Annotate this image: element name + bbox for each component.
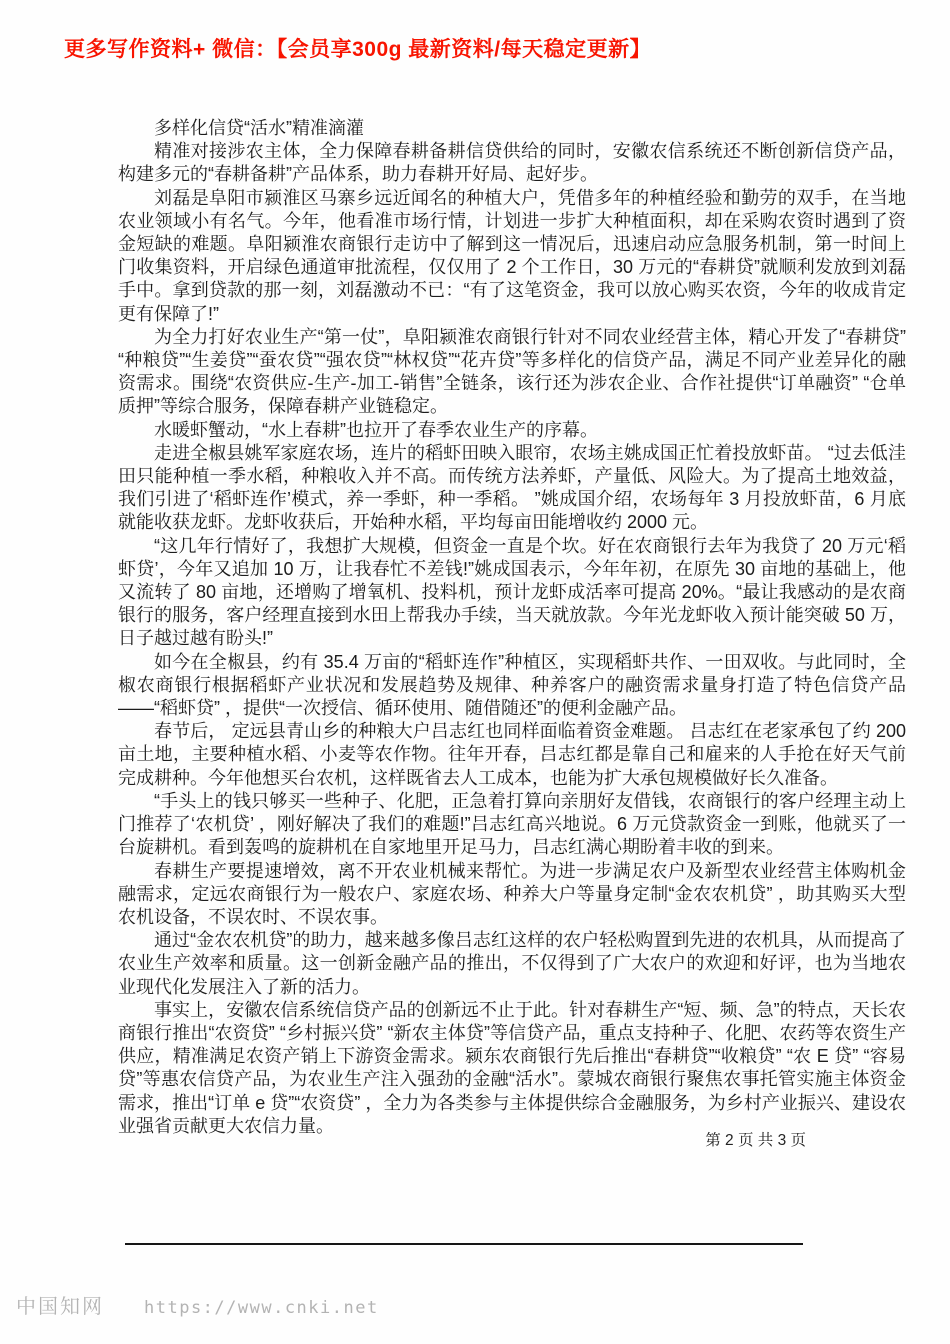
paragraph: 走进全椒县姚军家庭农场，连片的稻虾田映入眼帘，农场主姚成国正忙着投放虾苗。 “过去低洼田只能种植一季水稻，种粮收入并不高。而传统方法养虾，产量低、风险大。为了提高土地效益，我们引进了‘稻虾连作’模式，养一季虾，种一季稻。 ”姚成国介绍，农场每年 3 月投放虾苗，6 月底就能收获龙虾。龙虾收获后，开始种水稻，平均每亩田能增收约 2000 元。 xyxy=(118,442,906,533)
cnki-logo-text: 中国知网 xyxy=(16,1296,104,1318)
paragraph: 为全力打好农业生产“第一仗”，阜阳颍淮农商银行针对不同农业经营主体，精心开发了“春耕贷”“种粮贷”“生姜贷”“蚕农贷”“强农贷”“林权贷”“花卉贷”等多样化的信贷产品，满足不同产业差异化的融资需求。围绕“农资供应-生产-加工-销售”全链条，该行还为涉农企业、合作社提供“订单融资” “仓单质押”等综合服务，保障春耕产业链稳定。 xyxy=(118,326,906,417)
paragraph: “这几年行情好了，我想扩大规模，但资金一直是个坎。好在农商银行去年为我贷了 20 万元‘稻虾贷’，今年又追加 10 万，让我春忙不差钱!”姚成国表示，今年年初，在原先 30 亩地的基础上，他又流转了 80 亩地，还增购了增氧机、投料机，预计龙虾成活率可提高 20%。“最让我感动的是农商银行的服务，客户经理直接到水田上帮我办手续，当天就放款。今年光龙虾收入预计能突破 50 万，日子越过越有盼头!” xyxy=(118,535,906,649)
footer-divider xyxy=(125,1243,803,1245)
paragraph: 如今在全椒县，约有 35.4 万亩的“稻虾连作”种植区，实现稻虾共作、一田双收。与此同时，全椒农商银行根据稻虾产业状况和发展趋势及规律、种养客户的融资需求量身打造了特色信贷产品——“稻虾贷” ，提供“一次授信、循环使用、随借随还”的便利金融产品。 xyxy=(118,651,906,719)
paragraph: 水暖虾蟹动，“水上春耕”也拉开了春季农业生产的序幕。 xyxy=(154,419,598,440)
article-body xyxy=(118,117,906,1138)
cnki-url: https://www.cnki.net xyxy=(144,1298,379,1318)
page-indicator: 第 2 页 共 3 页 xyxy=(705,1132,806,1149)
paragraph: 事实上，安徽农信系统信贷产品的创新远不止于此。针对春耕生产“短、频、急”的特点，天长农商银行推出“农资贷” “乡村振兴贷” “新农主体贷”等信贷产品，重点支持种子、化肥、农药等农资生产供应，精准满足农资产销上下游资金需求。颍东农商银行先后推出“春耕贷”“收粮贷” “农 E 贷” “容易贷”等惠农信贷产品，为农业生产注入强劲的金融“活水”。蒙城农商银行聚焦农事托管实施主体资金需求，推出“订单 e 贷”“农资贷” ，全力为各类参与主体提供综合金融服务，为乡村产业振兴、建设农业强省贡献更大农信力量。 xyxy=(118,999,906,1136)
paragraph: 刘磊是阜阳市颍淮区马寨乡远近闻名的种植大户，凭借多年的种植经验和勤劳的双手，在当地农业领域小有名气。今年，他看准市场行情，计划进一步扩大种植面积，却在采购农资时遇到了资金短缺的难题。阜阳颍淮农商银行走访中了解到这一情况后，迅速启动应急服务机制，第一时间上门收集资料，开启绿色通道审批流程，仅仅用了 2 个工作日，30 万元的“春耕贷”就顺利发放到刘磊手中。拿到贷款的那一刻，刘磊激动不已：“有了这笔资金，我可以放心购买农资，今年的收成肯定更有保障了!” xyxy=(118,187,906,324)
paragraph: 精准对接涉农主体，全力保障春耕备耕信贷供给的同时，安徽农信系统还不断创新信贷产品，构建多元的“春耕备耕”产品体系，助力春耕开好局、起好步。 xyxy=(118,141,906,185)
promo-banner: 更多写作资料+ 微信：【会员享300g 最新资料/每天稳定更新】 xyxy=(64,38,652,61)
section-title: 多样化信贷“活水”精准滴灌 xyxy=(154,118,364,138)
paragraph: 春节后， 定远县青山乡的种粮大户吕志红也同样面临着资金难题。 吕志红在老家承包了约 200 亩土地，主要种植水稻、小麦等农作物。往年开春，吕志红都是靠自己和雇来的人手抢在好天气前完成耕种。今年他想买台农机，这样既省去人工成本，也能为扩大承包规模做好长久准备。 xyxy=(118,721,906,788)
paragraph: 通过“金农农机贷”的助力，越来越多像吕志红这样的农户轻松购置到先进的农机具，从而提高了农业生产效率和质量。这一创新金融产品的推出，不仅得到了广大农户的欢迎和好评，也为当地农业现代化发展注入了新的活力。 xyxy=(118,930,906,997)
paragraph: “手头上的钱只够买一些种子、化肥，正急着打算向亲朋好友借钱，农商银行的客户经理主动上门推荐了‘农机贷’ ，刚好解决了我们的难题!”吕志红高兴地说。6 万元贷款资金一到账，他就买了一台旋耕机。看到轰鸣的旋耕机在自家地里开足马力，吕志红满心期盼着丰收的到来。 xyxy=(118,790,906,858)
paragraph: 春耕生产要提速增效，离不开农业机械来帮忙。为进一步满足农户及新型农业经营主体购机金融需求，定远农商银行为一般农户、家庭农场、种养大户等量身定制“金农农机贷” ，助其购买大型农机设备，不误农时、不误农事。 xyxy=(118,860,906,927)
cnki-watermark xyxy=(16,1290,379,1319)
